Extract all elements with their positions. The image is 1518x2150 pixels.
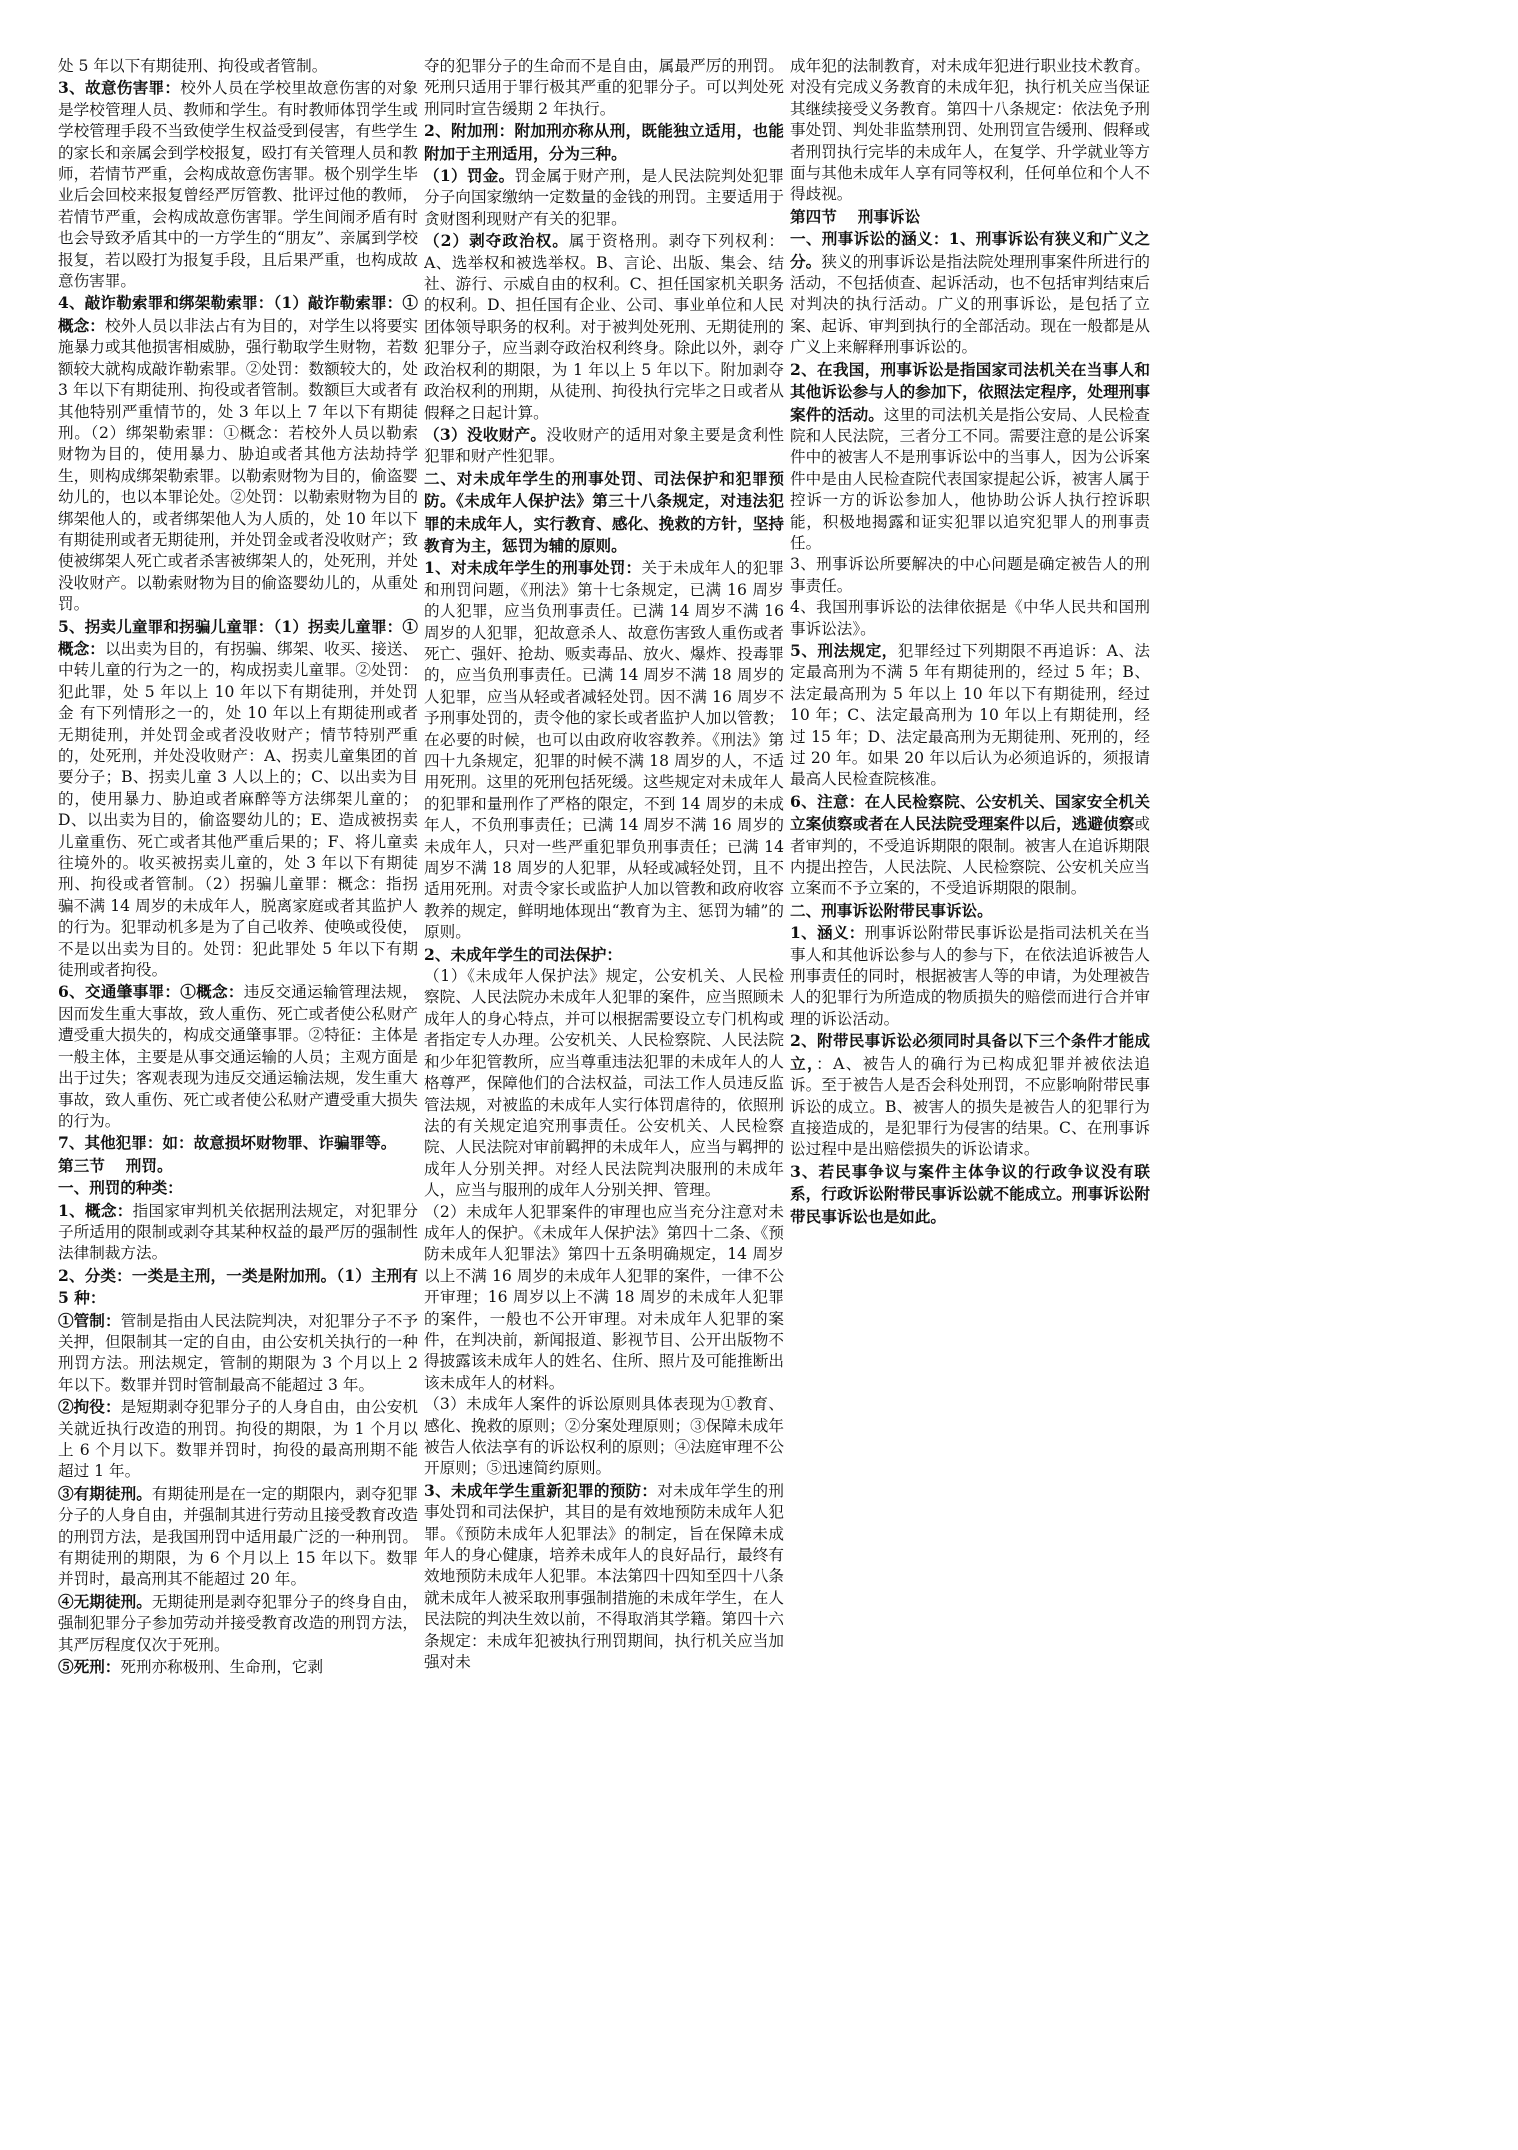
- paragraph-text: 无期徒刑是剥夺犯罪分子的终身自由，强制犯罪分子参加劳动并接受教育改造的刑罚方法，其严厉程度仅次于死刑。: [58, 1592, 418, 1654]
- paragraph-heading: 1、涵义：: [790, 923, 865, 943]
- paragraph-heading: 1、对未成年学生的刑事处罚：: [424, 558, 642, 578]
- paragraph-heading: ⑤死刑：: [58, 1657, 121, 1677]
- paragraph: [790, 597, 1150, 640]
- paragraph-heading: 二、刑事诉讼附带民事诉讼。: [790, 900, 993, 920]
- paragraph: [58, 77, 418, 292]
- paragraph-text: 是短期剥夺犯罪分子的人身自由，由公安机关就近执行改造的刑罚。拘役的期限，为 1 个月以上 6 个月以下。数罪并罚时，拘役的最高刑期不能超过 1 年。: [58, 1398, 418, 1481]
- paragraph-text: 对未成年学生的刑事处罚和司法保护，其目的是有效地预防未成年人犯罪。《预防未成年人犯罪法》的制定，旨在保障未成年人的身心健康，培养未成年人的良好品行，最终有效地预防未成年人犯罪。本法第四十四知至四十八条就未成年人被采取刑事强制措施的未成年学生，在人民法院的判决生效以前，不得取消其学籍。第四十六条规定：未成年犯被执行刑罚期间，执行机关应当加强对未: [424, 1481, 784, 1672]
- paragraph-text: 属于资格刑。剥夺下列权利：A、选举权和被选举权。B、言论、出版、集会、结社、游行、示威自由的权利。C、担任国家机关职务的权利。D、担任国有企业、公司、事业单位和人民团体领导职务的权利。对于被判处死刑、无期徒刑的犯罪分子，应当剥夺政治权利终身。除此以外，剥夺政治权利的期限，为 1 年以上 5 年以下。附加剥夺政治权利的刑期，从徒刑、拘役执行完毕之日或者从假释之日起计算。: [424, 232, 784, 422]
- paragraph-heading: （2）剥夺政治权。: [424, 231, 569, 251]
- paragraph-heading: 一、刑罚的种类：: [58, 1178, 183, 1198]
- paragraph: [424, 468, 784, 558]
- paragraph-heading: 5、刑法规定，: [790, 640, 898, 660]
- paragraph-heading: 6、注意：在人民检察院、公安机关、国家安全机关立案侦察或者在人民法院受理案件以后，逃避侦察: [790, 791, 1150, 834]
- paragraph: [424, 1480, 784, 1674]
- paragraph-text: ：A、被告人的确行为已构成犯罪并被依法追诉。至于被告人是否会科处刑罚，不应影响附带民事诉讼的成立。B、被害人的损失是被告人的犯罪行为直接造成的，是犯罪行为侵害的结果。C、在刑事诉讼过程中是出赔偿损失的诉讼请求。: [790, 1054, 1150, 1159]
- paragraph: [58, 616, 418, 982]
- paragraph-text: 犯罪经过下列期限不再追诉：A、法定最高刑为不满 5 年有期徒刑的，经过 5 年；B、法定最高刑为 5 年以上 10 年以下有期徒刑，经过 10 年；C、法定最高刑为 10 年以上有期徒刑，经过 15 年；D、法定最高刑为无期徒刑、死刑的，经过 20 年。如果 20 年以后认为必须追诉的，须报请最高人民检查院核准。: [790, 641, 1150, 789]
- paragraph: [424, 165, 784, 230]
- paragraph: [58, 292, 418, 615]
- paragraph-heading: 7、其他犯罪：如：故意损坏财物罪、诈骗罪等。: [58, 1133, 397, 1153]
- paragraph: [58, 1591, 418, 1656]
- paragraph-text: 3、刑事诉讼所要解决的中心问题是确定被告人的刑事责任。: [790, 555, 1150, 595]
- paragraph-heading: 二、对未成年学生的刑事处罚、司法保护和犯罪预防。《未成年人保护法》第三十八条规定，对违法犯罪的未成年人，实行教育、感化、挽救的方针，坚持教育为主，惩罚为辅的原则。: [424, 468, 784, 555]
- paragraph-heading: 4、敲诈勒索罪和绑架勒索罪：（1）敲诈勒索罪：①概念：: [58, 293, 418, 335]
- paragraph: [790, 56, 1150, 206]
- paragraph-text: 管制是指由人民法院判决，对犯罪分子不予关押，但限制其一定的自由，由公安机关执行的一种刑罚方法。刑法规定，管制的期限为 3 个月以上 2 年以下。数罪并罚时管制最高不能超过 3 年。: [58, 1311, 418, 1394]
- paragraph: [424, 944, 784, 966]
- paragraph: [424, 424, 784, 468]
- paragraph-text: 指国家审判机关依据刑法规定，对犯罪分子所适用的限制或剥夺其某种权益的最严厉的强制性法律制裁方法。: [58, 1201, 418, 1263]
- paragraph-text: 以出卖为目的，有拐骗、绑架、收买、接送、中转儿童的行为之一的，构成拐卖儿童罪。②处罚：犯此罪，处 5 年以上 10 年以下有期徒刑，并处罚金 有下列情形之一的，处 10 年以上有期徒刑或者无期徒刑，并处罚金或者没收财产；情节特别严重的，处死刑，并处没收财产：A、拐卖儿童集团的首要分子；B、拐卖儿童 3 人以上的；C、以出卖为目的，使用暴力、胁迫或者麻醉等方法绑架儿童的；D、以出卖为目的，偷盗婴幼儿的；E、造成被拐卖儿童重伤、死亡或者其他严重后果的；F、将儿童卖往境外的。收买被拐卖儿童的，处 3 年以下有期徒刑、拘役或者管制。（2）拐骗儿童罪：概念：指拐骗不满 14 周岁的未成年人，脱离家庭或者其监护人的行为。犯罪动机多是为了自己收养、使唤或役使，不是以出卖为目的。处罚：犯此罪处 5 年以下有期徒刑或者拘役。: [58, 639, 418, 980]
- paragraph-text: 关于未成年人的犯罪和刑罚问题，《刑法》第十七条规定，已满 16 周岁的人犯罪，应当负刑事责任。已满 14 周岁不满 16 周岁的人犯罪，犯故意杀人、故意伤害致人重伤或者死亡、强奸、抢劫、贩卖毒品、放火、爆炸、投毒罪的，应当负刑事责任。已满 14 周岁不满 18 周岁的人犯罪，应当从轻或者减轻处罚。因不满 16 周岁不予刑事处罚的，责令他的家长或者监护人加以管教；在必要的时候，也可以由政府收容教养。《刑法》第四十九条规定，犯罪的时候不满 18 周岁的人，不适用死刑。这里的死刑包括死缓。这些规定对未成年人的犯罪和量刑作了严格的限定，不到 14 周岁的未成年人，不负刑事责任；已满 14 周岁不满 16 周岁的未成年人，只对一些严重犯罪负刑事责任；已满 14 周岁不满 18 周岁的人犯罪，从轻或减轻处罚，且不适用死刑。对责令家长或监护人加以管教和政府收容教养的规定，鲜明地体现出“教育为主、惩罚为辅”的原则。: [424, 559, 784, 942]
- paragraph-heading: 3、故意伤害罪：: [58, 78, 181, 98]
- paragraph-heading: 2、在我国，刑事诉讼是指国家司法机关在当事人和其他诉讼参与人的参加下，依照法定程序，处理刑事案件的活动。: [790, 359, 1150, 424]
- paragraph-text: 罚金属于财产刑，是人民法院判处犯罪分子向国家缴纳一定数量的金钱的刑罚。主要适用于贪财图利现财产有关的犯罪。: [424, 167, 784, 228]
- text-column-left: [58, 56, 418, 2116]
- paragraph: [58, 1177, 418, 1199]
- paragraph-heading: ③有期徒刑。: [58, 1483, 152, 1503]
- paragraph: [424, 1394, 784, 1480]
- paragraph-heading: 2、附带民事诉讼必须同时具备以下三个条件才能成立，: [790, 1031, 1150, 1073]
- paragraph-heading: 2、未成年学生的司法保护：: [424, 944, 622, 964]
- paragraph: [790, 640, 1150, 791]
- paragraph: [790, 206, 1150, 228]
- paragraph-text: 成年犯的法制教育，对未成年犯进行职业技术教育。对没有完成义务教育的未成年犯，执行机关应当保证其继续接受义务教育。第四十八条规定：依法免予刑事处罚、判处非监禁刑罚、处刑罚宣告缓刑、假释或者刑罚执行完毕的未成年人，在复学、升学就业等方面与其他未成年人享有同等权利，任何单位和个人不得歧视。: [790, 57, 1150, 204]
- paragraph: [58, 1656, 418, 1678]
- paragraph: [424, 557, 784, 943]
- paragraph: [58, 1483, 418, 1591]
- paragraph: [790, 791, 1150, 900]
- paragraph-text: 校外人员以非法占有为目的，对学生以将要实施暴力或其他损害相威胁，强行勒取学生财物，若数额较大就构成敲诈勒索罪。②处罚：数额较大的，处 3 年以下有期徒刑、拘役或者管制。数额巨大或者有其他特别严重情节的，处 3 年以上 7 年以下有期徒刑。（2）绑架勒索罪：①概念：若校外人员以勒索财物为目的，使用暴力、胁迫或者其他方法劫持学生，则构成绑架勒索罪。以勒索财物为目的，偷盗婴幼儿的，也以本罪论处。②处罚：以勒索财物为目的绑架他人的，或者绑架他人为人质的，处 10 年以下有期徒刑或者无期徒刑，并处罚金或者没收财产；致使被绑架人死亡或者杀害被绑架人的，处死刑，并处没收财产。以勒索财物为目的偷盗婴幼儿的，从重处罚。: [58, 316, 418, 614]
- paragraph: [58, 1396, 418, 1483]
- paragraph-text: 夺的犯罪分子的生命而不是自由，属最严厉的刑罚。死刑只适用于罪行极其严重的犯罪分子。可以判处死刑同时宣告缓期 2 年执行。: [424, 57, 784, 118]
- paragraph: [790, 359, 1150, 555]
- paragraph: [58, 1155, 418, 1177]
- paragraph: [58, 56, 418, 77]
- paragraph-heading: 3、若民事争议与案件主体争议的行政争议没有联系，行政诉讼附带民事诉讼就不能成立。刑事诉讼附带民事诉讼也是如此。: [790, 1161, 1150, 1226]
- paragraph: [58, 1132, 418, 1154]
- paragraph: [58, 981, 418, 1132]
- paragraph-heading: （1）罚金。: [424, 166, 515, 186]
- paragraph-text: （1）《未成年人保护法》规定，公安机关、人民检察院、人民法院办未成年人犯罪的案件，应当照顾未成年人的身心特点，并可以根据需要设立专门机构或者指定专人办理。公安机关、人民检察院、人民法院和少年犯管教所，应当尊重违法犯罪的未成年人的人格尊严，保障他们的合法权益，司法工作人员违反监管法规，对被监的未成年人实行体罚虐待的，依照刑法的有关规定追究刑事责任。公安机关、人民检察院、人民法院对审前羁押的未成年人，应当与羁押的成年人分别关押。对经人民法院判决服刑的未成年人，应当与服刑的成年人分别关押、管理。: [424, 967, 784, 1200]
- paragraph: [790, 1030, 1150, 1160]
- paragraph-heading: 1、概念：: [58, 1200, 133, 1220]
- paragraph-text: 或者审判的，不受追诉期限的限制。被害人在追诉期限内提出控告，人民法院、人民检察院、公安机关应当立案而不予立案的，不受追诉期限的限制。: [790, 815, 1150, 898]
- paragraph: [58, 1310, 418, 1397]
- paragraph: [424, 230, 784, 424]
- paragraph-text: 有期徒刑是在一定的期限内，剥夺犯罪分子的人身自由，并强制其进行劳动且接受教育改造的刑罚方法，是我国刑罚中适用最广泛的一种刑罚。有期徒刑的期限，为 6 个月以上 15 年以下。数罪并罚时，最高刑其不能超过 20 年。: [58, 1484, 418, 1589]
- paragraph: [790, 228, 1150, 358]
- text-column-middle: [424, 56, 784, 2116]
- paragraph: [58, 1200, 418, 1265]
- paragraph-text: （3）未成年人案件的诉讼原则具体表现为①教育、感化、挽救的原则；②分案处理原则；③保障未成年被告人依法享有的诉讼权利的原则；④法庭审理不公开原则；⑤迅速简约原则。: [424, 1395, 784, 1478]
- paragraph-heading: 一、刑事诉讼的涵义：1、刑事诉讼有狭义和广义之分。: [790, 229, 1150, 271]
- paragraph-text: （2）未成年人犯罪案件的审理也应当充分注意对未成年人的保护。《未成年人保护法》第四十二条、《预防未成年人犯罪法》第四十五条明确规定，14 周岁以上不满 16 周岁的未成年人犯罪的案件，一律不公开审理；16 周岁以上不满 18 周岁的未成年人犯罪的案件，一般也不公开审理。对未成年人犯罪的案件，在判决前，新闻报道、影视节目、公开出版物不得披露该未成年人的姓名、住所、照片及可能推断出该未成年人的材料。: [424, 1202, 784, 1392]
- paragraph-heading: 3、未成年学生重新犯罪的预防：: [424, 1480, 658, 1500]
- paragraph-text: 没收财产的适用对象主要是贪利性犯罪和财产性犯罪。: [424, 425, 784, 466]
- paragraph-heading: （3）没收财产。: [424, 424, 547, 444]
- paragraph-heading: ④无期徒刑。: [58, 1591, 152, 1611]
- paragraph: [790, 922, 1150, 1030]
- paragraph-heading: ①管制：: [58, 1310, 121, 1330]
- paragraph: [424, 1202, 784, 1395]
- paragraph-heading: 6、交通肇事罪：①概念：: [58, 982, 244, 1002]
- paragraph-text: 死刑亦称极刑、生命刑，它剥: [120, 1658, 324, 1677]
- paragraph-text: 违反交通运输管理法规，因而发生重大事故，致人重伤、死亡或者使公私财产遭受重大损失的，构成交通肇事罪。②特征：主体是一般主体，主要是从事交通运输的人员；主观方面是出于过失；客观表现为违反交通运输法规，发生重大事故，致人重伤、死亡或者使公私财产遭受重大损失的行为。: [58, 983, 418, 1130]
- paragraph: [424, 120, 784, 165]
- paragraph: [424, 56, 784, 120]
- paragraph-text: 校外人员在学校里故意伤害的对象是学校管理人员、教师和学生。有时教师体罚学生或学校管理手段不当致使学生权益受到侵害，有些学生的家长和亲属会到学校报复，殴打有关管理人员和教师，若情节严重，会构成故意伤害罪。极个别学生毕业后会回校来报复曾经严厉管教、批评过他的教师，若情节严重，会构成故意伤害罪。学生间闹矛盾有时也会导致矛盾其中的一方学生的“朋友”、亲属到学校报复，若以殴打为报复手段，且后果严重，也构成故意伤害罪。: [58, 79, 418, 291]
- paragraph: [424, 966, 784, 1201]
- paragraph-heading: 2、附加刑：附加刑亦称从刑，既能独立适用，也能附加于主刑适用，分为三种。: [424, 121, 784, 163]
- paragraph: [790, 900, 1150, 922]
- paragraph: [58, 1265, 418, 1310]
- text-column-right: [790, 56, 1150, 1556]
- paragraph-text: 这里的司法机关是指公安局、人民检查院和人民法院，三者分工不同。需要注意的是公诉案件中的被害人不是刑事诉讼中的当事人，因为公诉案件中是由人民检查院代表国家提起公诉，被害人属于控诉一方的诉讼参加人，他协助公诉人执行控诉职能，积极地揭露和证实犯罪以追究犯罪人的刑事责任。: [790, 405, 1150, 552]
- paragraph: [790, 554, 1150, 597]
- paragraph-text: 刑事诉讼附带民事诉讼是指司法机关在当事人和其他诉讼参与人的参与下，在依法追诉被告人刑事责任的同时，根据被害人等的申请，为处理被告人的犯罪行为所造成的物质损失的赔偿而进行合并审理的诉讼活动。: [790, 924, 1150, 1028]
- paragraph-text: 处 5 年以下有期徒刑、拘役或者管制。: [58, 57, 328, 75]
- paragraph-heading: 第三节 刑罚。: [58, 1155, 173, 1175]
- paragraph-heading: 第四节 刑事诉讼: [790, 206, 921, 226]
- paragraph-heading: ②拘役：: [58, 1397, 121, 1417]
- paragraph-text: 4、我国刑事诉讼的法律依据是《中华人民共和国刑事诉讼法》。: [790, 598, 1150, 638]
- paragraph: [790, 1161, 1150, 1228]
- paragraph-heading: 5、拐卖儿童罪和拐骗儿童罪：（1）拐卖儿童罪：①概念：: [58, 616, 418, 658]
- paragraph-heading: 2、分类：一类是主刑，一类是附加刑。（1）主刑有 5 种：: [58, 1265, 418, 1308]
- paragraph-text: 狭义的刑事诉讼是指法院处理刑事案件所进行的活动，不包括侦查、起诉活动，也不包括审判结束后对判决的执行活动。广义的刑事诉讼，是包括了立案、起诉、审判到执行的全部活动。现在一般都是从广义上来解释刑事诉讼的。: [790, 252, 1150, 357]
